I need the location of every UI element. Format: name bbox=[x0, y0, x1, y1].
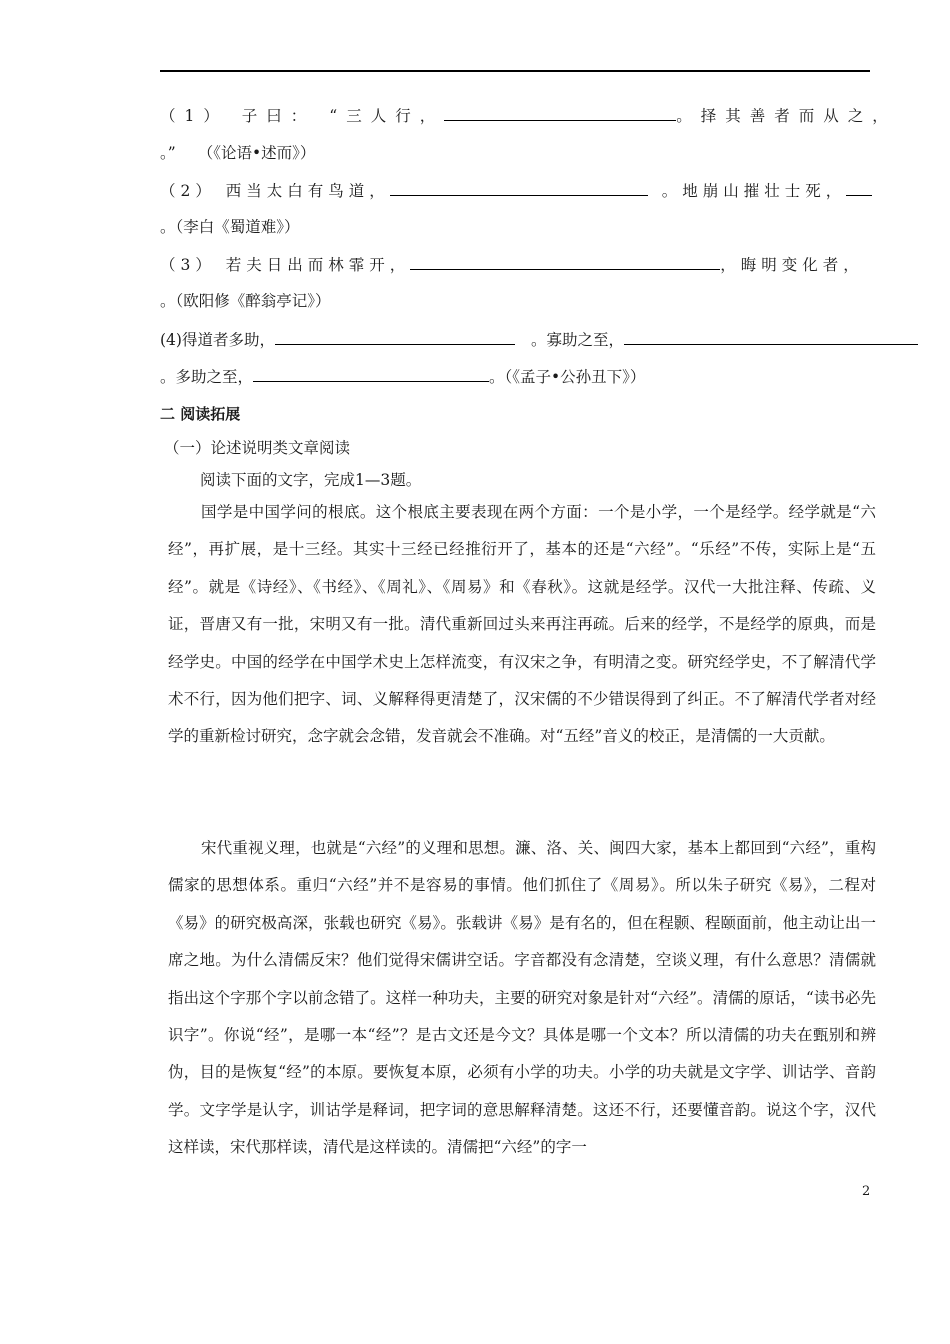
answer-blank[interactable] bbox=[624, 330, 918, 345]
question-3-line1: （3） 若夫日出而林霏开， ，晦明变化者， bbox=[160, 256, 864, 274]
section-title: 二 阅读拓展 bbox=[160, 405, 241, 423]
question-2-line1: （2） 西当太白有鸟道， 。地崩山摧壮士死， bbox=[160, 181, 872, 201]
answer-blank[interactable] bbox=[444, 106, 676, 121]
question-2-line2: 。（李白《蜀道难》） bbox=[160, 218, 300, 236]
body-paragraph-2: 宋代重视义理，也就是“六经”的义理和思想。濂、洛、关、闽四大家，基本上都回到“六经”，重构儒家的思想体系。重归“六经”并不是容易的事情。他们抓住了《周易》。所以朱子研究《易》，二程对《易》的研究极高深，张载也研究《易》。张载讲《易》是有名的，但在程颢、程颐面前，他主动让出一席之地。为什么清儒反宋？他们觉得宋儒讲空话。字音都没有念清楚，空谈义理，有什么意思？清儒就指出这个字那个字以前念错了。这样一种功夫，主要的研究对象是针对“六经”。清儒的原话，“读书必先识字”。你说“经”，是哪一本“经”？是古文还是今文？具体是哪一个文本？所以清儒的功夫在甄别和辨伪，目的是恢复“经”的本原。要恢复本原，必须有小学的功夫。小学的功夫就是文字学、训诂学、音韵学。文字学是认字，训诂学是释词，把字词的意思解释清楚。这还不行，还要懂音韵。说这个字，汉代这样读，宋代那样读，清代是这样读的。清儒把“六经”的字一 bbox=[168, 839, 876, 1157]
page-number: 2 bbox=[862, 1184, 871, 1199]
answer-blank[interactable] bbox=[275, 330, 515, 345]
question-1-line2: 。” （《论语•述而》） bbox=[160, 144, 316, 162]
answer-blank[interactable] bbox=[390, 181, 648, 196]
answer-blank[interactable] bbox=[846, 181, 872, 196]
body-paragraph-1: 国学是中国学问的根底。这个根底主要表现在两个方面：一个是小学，一个是经学。经学就是“六经”，再扩展，是十三经。其实十三经已经推衍开了，基本的还是“六经”。“乐经”不传，实际上是“五经”。就是《诗经》、《书经》、《周礼》、《周易》和《春秋》。这就是经学。汉代一大批注释、传疏、义证，晋唐又有一批，宋明又有一批。清代重新回过头来再注再疏。后来的经学，不是经学的原典，而是经学史。中国的经学在中国学术史上怎样流变，有汉宋之争，有明清之变。研究经学史，不了解清代学术不行，因为他们把字、词、义解释得更清楚了，汉宋儒的不少错误得到了纠正。不了解清代学者对经学的重新检讨研究，念字就会念错，发音就会不准确。对“五经”音义的校正，是清儒的一大贡献。 bbox=[168, 503, 876, 746]
question-4-line1: (4)得道者多助， 。寡助之至， bbox=[160, 330, 918, 350]
question-3-line2: 。（欧阳修《醉翁亭记》） bbox=[160, 292, 331, 310]
subsection-title: （一）论述说明类文章阅读 bbox=[164, 439, 351, 457]
instruction-text: 阅读下面的文字，完成1—3题。 bbox=[200, 471, 422, 489]
answer-blank[interactable] bbox=[253, 367, 489, 382]
question-1-line1: （1） 子曰： “三人行， 。择其善者而从之， bbox=[160, 107, 897, 125]
header-rule bbox=[160, 70, 870, 72]
answer-blank[interactable] bbox=[410, 255, 720, 270]
question-4-line2: 。多助之至， 。（《孟子•公孙丑下》） bbox=[160, 368, 646, 386]
